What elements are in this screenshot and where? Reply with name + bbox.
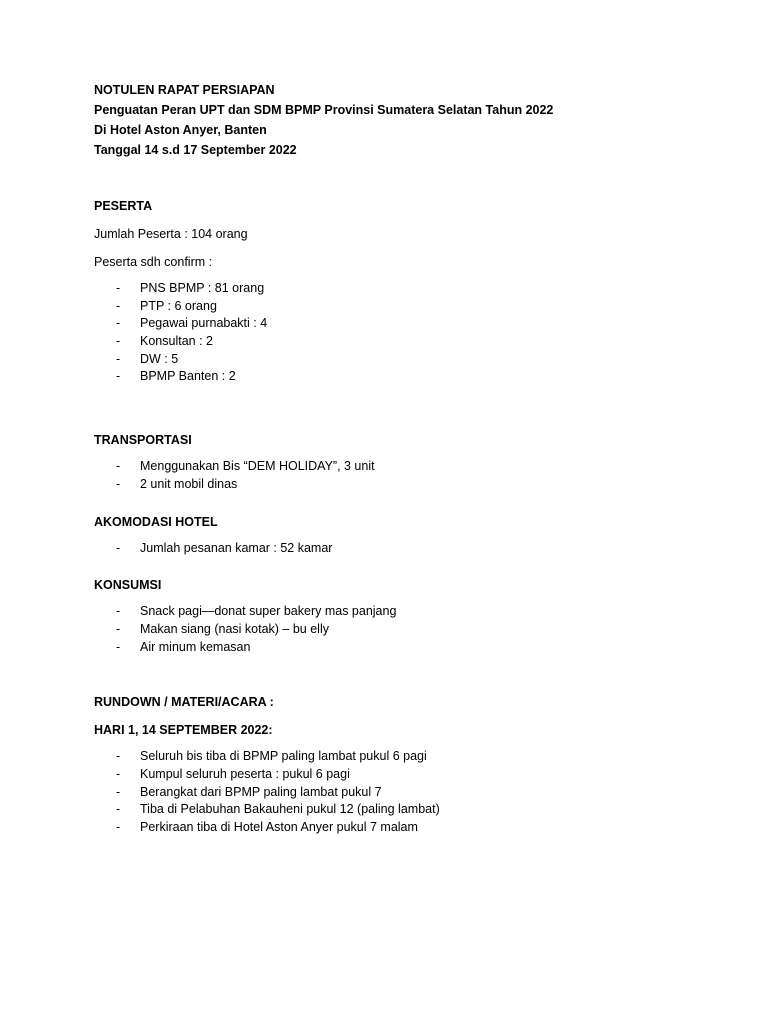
list-item [94,540,714,558]
list-item-text: Seluruh bis tiba di BPMP paling lambat pukul 6 pagi [140,749,427,764]
list-item-text: Berangkat dari BPMP paling lambat pukul 7 [140,784,382,799]
section-title-rundown: RUNDOWN / MATERI/ACARA : [94,695,274,710]
dash-bullet: - [116,351,121,366]
list-item-text: Konsultan : 2 [140,334,213,349]
list-item-text: Perkiraan tiba di Hotel Aston Anyer pukul 7 malam [140,820,418,834]
list-item [94,368,714,386]
dash-bullet: - [116,749,121,764]
list-item [94,476,714,494]
document-page [94,80,714,837]
document-subtitle: Penguatan Peran UPT dan SDM BPMP Provinsi Sumatera Selatan Tahun 2022 [94,103,554,117]
document-date: Tanggal 14 s.d 17 September 2022 [94,143,297,157]
list-item [94,748,714,766]
list-item [94,621,714,639]
peserta-confirm-label: Peserta sdh confirm : [94,255,213,269]
list-item [94,315,714,333]
akomodasi-list [94,540,714,558]
dash-bullet: - [116,281,121,295]
dash-bullet: - [116,604,121,619]
section-title-peserta: PESERTA [94,199,153,213]
dash-bullet: - [116,540,121,555]
day1-title: HARI 1, 14 SEPTEMBER 2022: [94,723,273,738]
dash-bullet: - [116,459,121,474]
list-item [94,458,714,476]
list-item [94,784,714,802]
dash-bullet: - [116,369,121,384]
list-item [94,819,714,837]
section-title-transportasi: TRANSPORTASI [94,433,192,448]
list-item-text: 2 unit mobil dinas [140,476,238,491]
section-title-konsumsi: KONSUMSI [94,578,162,593]
konsumsi-list [94,603,714,656]
list-item-text: Kumpul seluruh peserta : pukul 6 pagi [140,766,350,781]
dash-bullet: - [116,639,121,654]
dash-bullet: - [116,316,121,331]
list-item-text: Makan siang (nasi kotak) – bu elly [140,621,329,636]
list-item-text: PTP : 6 orang [140,298,217,313]
list-item-text: BPMP Banten : 2 [140,369,236,384]
transportasi-list [94,458,714,493]
day1-list [94,748,714,836]
document-header [94,80,714,160]
list-item-text: Menggunakan Bis “DEM HOLIDAY”, 3 unit [140,459,375,474]
dash-bullet: - [116,476,121,491]
dash-bullet: - [116,334,121,349]
list-item [94,801,714,819]
list-item-text: PNS BPMP : 81 orang [140,281,265,295]
list-item [94,639,714,657]
list-item [94,280,714,298]
document-location: Di Hotel Aston Anyer, Banten [94,123,267,137]
document-title: NOTULEN RAPAT PERSIAPAN [94,83,275,97]
section-title-akomodasi: AKOMODASI HOTEL [94,514,218,529]
dash-bullet: - [116,820,121,834]
list-item-text: Air minum kemasan [140,639,251,654]
list-item-text: Jumlah pesanan kamar : 52 kamar [140,540,333,555]
list-item-text: Pegawai purnabakti : 4 [140,316,268,331]
list-item [94,351,714,369]
dash-bullet: - [116,802,121,817]
dash-bullet: - [116,784,121,799]
list-item-text: DW : 5 [140,351,179,366]
peserta-count: Jumlah Peserta : 104 orang [94,227,248,241]
dash-bullet: - [116,621,121,636]
dash-bullet: - [116,766,121,781]
list-item [94,333,714,351]
list-item [94,298,714,316]
list-item [94,766,714,784]
list-item-text: Snack pagi—donat super bakery mas panjang [140,604,397,619]
dash-bullet: - [116,298,121,313]
list-item-text: Tiba di Pelabuhan Bakauheni pukul 12 (paling lambat) [140,802,440,817]
peserta-list [94,280,714,386]
list-item [94,603,714,621]
